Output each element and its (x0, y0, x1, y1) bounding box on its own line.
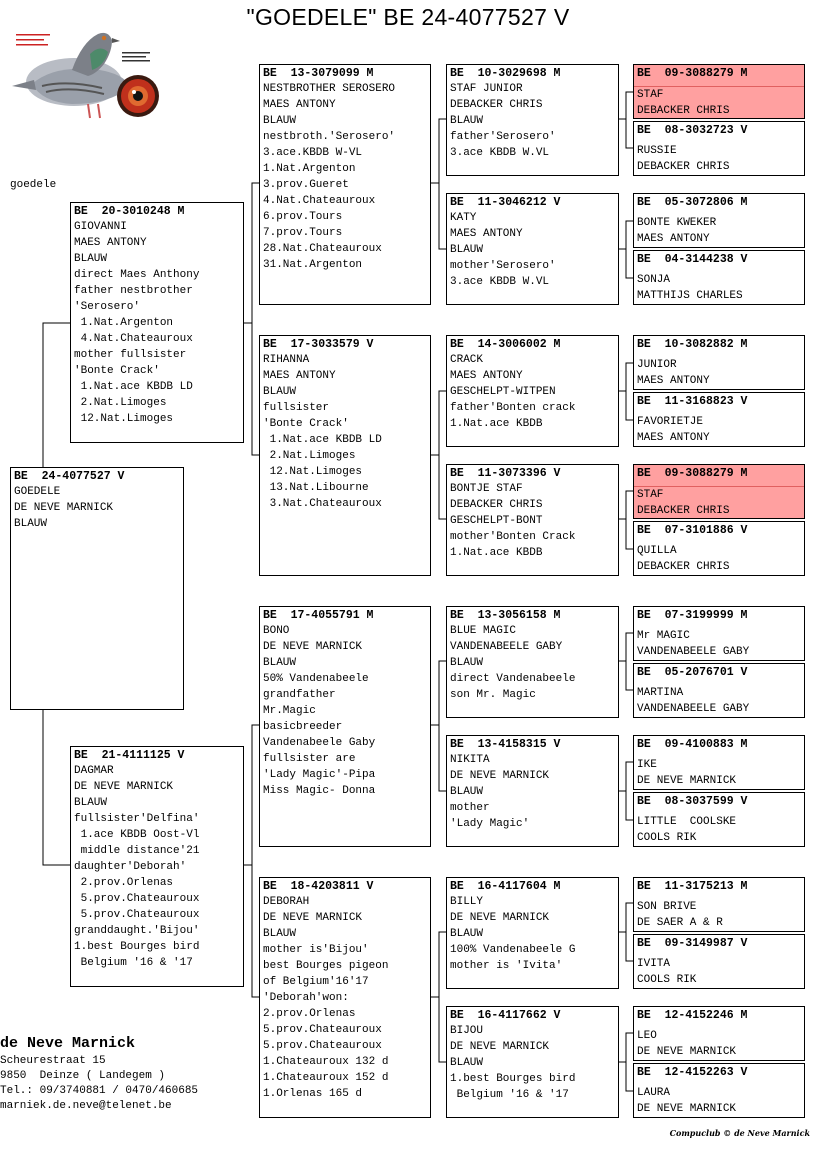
info-line: mother'Bonten Crack (450, 531, 576, 543)
info-line: BLAUW (450, 1057, 484, 1069)
info-line: LITTLE COOLSKE (637, 816, 737, 828)
pigeon-card-gen2-2[interactable] (259, 335, 431, 576)
info-line: DE SAER A & R (637, 917, 723, 929)
ring-number: BE 13-3079099 M (263, 67, 374, 80)
pigeon-name: GOEDELE (14, 486, 61, 498)
info-line: basicbreeder (263, 721, 343, 733)
ring-number: BE 11-3168823 V (637, 395, 748, 408)
info-line: MARTINA (637, 687, 684, 699)
info-line: father nestbrother (74, 285, 193, 297)
pigeon-card-subject[interactable] (10, 467, 184, 710)
info-line: 6.prov.Tours (263, 211, 343, 223)
info-line: 1.Chateauroux 152 d (263, 1072, 389, 1084)
info-line: DEBACKER CHRIS (637, 505, 730, 517)
info-line: 3.Nat.Chateauroux (263, 498, 382, 510)
info-line: Belgium '16 & '17 (450, 1089, 569, 1101)
info-line: GESCHELPT-WITPEN (450, 386, 556, 398)
info-line: BLAUW (450, 657, 484, 669)
info-line: 2.Nat.Limoges (263, 450, 356, 462)
info-line: 31.Nat.Argenton (263, 259, 363, 271)
info-line: BILLY (450, 896, 484, 908)
info-line: BONO (263, 625, 290, 637)
ring-number: BE 08-3037599 V (637, 795, 748, 808)
info-line: mother (450, 802, 490, 814)
pigeon-card-gen3-7[interactable] (446, 877, 619, 989)
page-title: "GOEDELE" BE 24-4077527 V (246, 4, 570, 30)
pigeon-card-gen4-1[interactable] (633, 64, 805, 119)
info-line: 2.Nat.Limoges (74, 397, 167, 409)
info-line: mother is'Bijou' (263, 944, 369, 956)
info-line: 50% Vandenabeele (263, 673, 369, 685)
ring-number: BE 11-3175213 M (637, 880, 748, 893)
ring-number: BE 04-3144238 V (637, 253, 748, 266)
info-line: DEBACKER CHRIS (637, 161, 730, 173)
info-line: son Mr. Magic (450, 689, 536, 701)
info-line: DE NEVE MARNICK (450, 1041, 550, 1053)
info-line: 100% Vandenabeele G (450, 944, 576, 956)
info-line: BLAUW (450, 115, 484, 127)
info-line: MAES ANTONY (637, 375, 710, 387)
copyright-credit: Compuclub © de Neve Marnick (669, 1128, 810, 1138)
info-line: fullsister are (263, 753, 356, 765)
info-line: Mr.Magic (263, 705, 316, 717)
info-line: father'Serosero' (450, 131, 556, 143)
info-line: MAES ANTONY (74, 237, 147, 249)
info-line: 3.ace.KBDB W-VL (263, 147, 363, 159)
ring-number: BE 09-3088279 M (634, 65, 804, 87)
pigeon-card-gen4-4[interactable] (633, 250, 805, 305)
info-line: 5.prov.Chateauroux (74, 893, 200, 905)
info-line: GIOVANNI (74, 221, 127, 233)
info-line: BIJOU (450, 1025, 484, 1037)
info-line: BLAUW (450, 928, 484, 940)
info-line: DEBACKER CHRIS (450, 99, 543, 111)
info-line: nestbroth.'Serosero' (263, 131, 396, 143)
info-line: 'Serosero' (74, 301, 141, 313)
info-line: MAES ANTONY (263, 99, 336, 111)
pigeon-card-gen4-7[interactable] (633, 464, 805, 519)
info-line: DE NEVE MARNICK (450, 912, 550, 924)
pigeon-card-gen4-9[interactable] (633, 606, 805, 661)
info-line: SONJA (637, 274, 671, 286)
info-line: 5.prov.Chateauroux (263, 1040, 382, 1052)
info-line: DEBACKER CHRIS (450, 499, 543, 511)
info-line: MAES ANTONY (450, 228, 523, 240)
info-line: DEBORAH (263, 896, 310, 908)
info-line: BLAUW (74, 253, 108, 265)
info-line: VANDENABEELE GABY (450, 641, 563, 653)
ring-number: BE 24-4077527 V (14, 470, 125, 483)
info-line: 1.Chateauroux 132 d (263, 1056, 389, 1068)
owner-block (0, 1034, 198, 1114)
ring-number: BE 20-3010248 M (74, 205, 185, 218)
info-line: 3.prov.Gueret (263, 179, 349, 191)
info-line: QUILLA (637, 545, 677, 557)
pigeon-card-mother[interactable] (70, 746, 244, 987)
owner-name: de Neve Marnick (0, 1035, 136, 1052)
info-line: direct Vandenabeele (450, 673, 576, 685)
info-line: 12.Nat.Limoges (263, 466, 363, 478)
info-line: DEBACKER CHRIS (637, 105, 730, 117)
ring-number: BE 12-4152246 M (637, 1009, 748, 1022)
pigeon-card-gen3-8[interactable] (446, 1006, 619, 1118)
ring-number: BE 17-3033579 V (263, 338, 374, 351)
info-line: 1.best Bourges bird (74, 941, 200, 953)
info-line: DE NEVE MARNICK (637, 1046, 737, 1058)
ring-number: BE 09-4100883 M (637, 738, 748, 751)
pigeon-card-gen4-10[interactable] (633, 663, 805, 718)
info-line: 2.prov.Orlenas (74, 877, 174, 889)
owner-phone: Tel.: 09/3740881 / 0470/460685 (0, 1085, 199, 1097)
info-line: 'Deborah'won: (263, 992, 349, 1004)
info-line: SON BRIVE (637, 901, 697, 913)
info-line: LAURA (637, 1087, 671, 1099)
info-line: best Bourges pigeon (263, 960, 389, 972)
info-line: KATY (450, 212, 477, 224)
color: BLAUW (14, 518, 48, 530)
pigeon-card-gen4-3[interactable] (633, 193, 805, 248)
info-line: FAVORIETJE (637, 416, 704, 428)
info-line: Belgium '16 & '17 (74, 957, 193, 969)
info-line: 2.prov.Orlenas (263, 1008, 356, 1020)
info-line: MAES ANTONY (637, 432, 710, 444)
info-line: BLAUW (450, 244, 484, 256)
info-line: 5.prov.Chateauroux (263, 1024, 382, 1036)
info-line: RIHANNA (263, 354, 310, 366)
info-line: BONTE KWEKER (637, 217, 717, 229)
pigeon-card-gen4-14[interactable] (633, 934, 805, 989)
ring-number: BE 10-3029698 M (450, 67, 561, 80)
ring-number: BE 05-2076701 V (637, 666, 748, 679)
info-line: STAF (637, 489, 664, 501)
info-line: 1.Nat.ace KBDB (450, 418, 543, 430)
info-line: DE NEVE MARNICK (263, 912, 363, 924)
ring-number: BE 09-3149987 V (637, 937, 748, 950)
info-line: 7.prov.Tours (263, 227, 343, 239)
pigeon-card-gen2-4[interactable] (259, 877, 431, 1118)
info-line: daughter'Deborah' (74, 861, 187, 873)
info-line: CRACK (450, 354, 484, 366)
ring-number: BE 17-4055791 M (263, 609, 374, 622)
info-line: fullsister'Delfina' (74, 813, 200, 825)
info-line: BLAUW (263, 657, 297, 669)
info-line: 1.Nat.ace KBDB (450, 547, 543, 559)
info-line: BLAUW (263, 928, 297, 940)
info-line: IVITA (637, 958, 671, 970)
info-line: fullsister (263, 402, 330, 414)
pigeon-card-gen4-13[interactable] (633, 877, 805, 932)
info-line: DE NEVE MARNICK (74, 781, 174, 793)
info-line: 1.Nat.ace KBDB LD (263, 434, 382, 446)
ring-number: BE 14-3006002 M (450, 338, 561, 351)
info-line: COOLS RIK (637, 974, 697, 986)
ring-number: BE 09-3088279 M (634, 465, 804, 487)
info-line: MAES ANTONY (450, 370, 523, 382)
info-line: of Belgium'16'17 (263, 976, 369, 988)
ring-number: BE 21-4111125 V (74, 749, 185, 762)
info-line: VANDENABEELE GABY (637, 646, 750, 658)
pigeon-card-gen3-3[interactable] (446, 335, 619, 447)
pigeon-card-gen3-6[interactable] (446, 735, 619, 847)
info-line: 1.best Bourges bird (450, 1073, 576, 1085)
info-line: 1.Nat.Argenton (263, 163, 356, 175)
info-line: 3.ace KBDB W.VL (450, 276, 550, 288)
pigeon-card-gen4-2[interactable] (633, 121, 805, 176)
info-line: VANDENABEELE GABY (637, 703, 750, 715)
info-line: NIKITA (450, 754, 490, 766)
pigeon-card-gen3-1[interactable] (446, 64, 619, 176)
info-line: 12.Nat.Limoges (74, 413, 174, 425)
ring-number: BE 07-3199999 M (637, 609, 748, 622)
pigeon-card-gen3-5[interactable] (446, 606, 619, 718)
info-line: 5.prov.Chateauroux (74, 909, 200, 921)
info-line: BLAUW (263, 386, 297, 398)
info-line: 3.ace KBDB W.VL (450, 147, 550, 159)
info-line: grandfather (263, 689, 336, 701)
pigeon-card-father[interactable] (70, 202, 244, 443)
ring-number: BE 08-3032723 V (637, 124, 748, 137)
ring-number: BE 13-3056158 M (450, 609, 561, 622)
pigeon-card-gen4-11[interactable] (633, 735, 805, 790)
info-line: IKE (637, 759, 657, 771)
ring-number: BE 18-4203811 V (263, 880, 374, 893)
info-line: NESTBROTHER SEROSERO (263, 83, 396, 95)
info-line: Mr MAGIC (637, 630, 690, 642)
pigeon-card-gen4-15[interactable] (633, 1006, 805, 1061)
info-line: 1.ace KBDB Oost-Vl (74, 829, 200, 841)
photo-label: goedele (10, 179, 57, 191)
ring-number: BE 16-4117604 M (450, 880, 561, 893)
info-line: Miss Magic- Donna (263, 785, 376, 797)
ring-number: BE 05-3072806 M (637, 196, 748, 209)
pigeon-card-gen4-8[interactable] (633, 521, 805, 576)
pigeon-card-gen4-16[interactable] (633, 1063, 805, 1118)
info-line: DEBACKER CHRIS (637, 561, 730, 573)
info-line: Vandenabeele Gaby (263, 737, 376, 749)
ring-number: BE 11-3073396 V (450, 467, 561, 480)
owner-city: 9850 Deinze ( Landegem ) (0, 1070, 166, 1082)
info-line: mother fullsister (74, 349, 187, 361)
info-line: granddaught.'Bijou' (74, 925, 200, 937)
info-line: 28.Nat.Chateauroux (263, 243, 382, 255)
info-line: LEO (637, 1030, 657, 1042)
info-line: 'Lady Magic'-Pipa (263, 769, 376, 781)
info-line: 'Bonte Crack' (74, 365, 160, 377)
info-line: middle distance'21 (74, 845, 200, 857)
info-line: BLAUW (74, 797, 108, 809)
info-line: GESCHELPT-BONT (450, 515, 543, 527)
ring-number: BE 12-4152263 V (637, 1066, 748, 1079)
info-line: BONTJE STAF (450, 483, 523, 495)
ring-number: BE 16-4117662 V (450, 1009, 561, 1022)
info-line: 1.Nat.Argenton (74, 317, 174, 329)
pigeon-card-gen4-12[interactable] (633, 792, 805, 847)
info-line: father'Bonten crack (450, 402, 576, 414)
info-line: BLAUW (263, 115, 297, 127)
ring-number: BE 13-4158315 V (450, 738, 561, 751)
pigeon-card-gen4-6[interactable] (633, 392, 805, 447)
info-line: direct Maes Anthony (74, 269, 200, 281)
info-line: 'Lady Magic' (450, 818, 530, 830)
info-line: JUNIOR (637, 359, 677, 371)
info-line: BLAUW (450, 786, 484, 798)
info-line: DE NEVE MARNICK (450, 770, 550, 782)
info-line: DAGMAR (74, 765, 114, 777)
info-line: DE NEVE MARNICK (637, 775, 737, 787)
pigeon-card-gen4-5[interactable] (633, 335, 805, 390)
info-line: MAES ANTONY (263, 370, 336, 382)
pigeon-card-gen2-3[interactable] (259, 606, 431, 847)
info-line: DE NEVE MARNICK (263, 641, 363, 653)
info-line: mother'Serosero' (450, 260, 556, 272)
info-line: 1.Orlenas 165 d (263, 1088, 363, 1100)
info-line: 4.Nat.Chateauroux (263, 195, 376, 207)
pigeon-card-gen3-2[interactable] (446, 193, 619, 305)
info-line: STAF (637, 89, 664, 101)
info-line: COOLS RIK (637, 832, 697, 844)
pigeon-card-gen3-4[interactable] (446, 464, 619, 576)
info-line: mother is 'Ivita' (450, 960, 563, 972)
info-line: MAES ANTONY (637, 233, 710, 245)
info-line: 4.Nat.Chateauroux (74, 333, 193, 345)
breeder: DE NEVE MARNICK (14, 502, 114, 514)
owner-email[interactable]: marniek.de.neve@telenet.be (0, 1100, 172, 1112)
info-line: DE NEVE MARNICK (637, 1103, 737, 1115)
ring-number: BE 10-3082882 M (637, 338, 748, 351)
info-line: 13.Nat.Libourne (263, 482, 369, 494)
owner-street: Scheurestraat 15 (0, 1055, 106, 1067)
info-line: BLUE MAGIC (450, 625, 517, 637)
info-line: 'Bonte Crack' (263, 418, 349, 430)
info-line: STAF JUNIOR (450, 83, 523, 95)
pigeon-card-gen2-1[interactable] (259, 64, 431, 305)
ring-number: BE 07-3101886 V (637, 524, 748, 537)
info-line: RUSSIE (637, 145, 677, 157)
info-line: MATTHIJS CHARLES (637, 290, 743, 302)
info-line: 1.Nat.ace KBDB LD (74, 381, 193, 393)
ring-number: BE 11-3046212 V (450, 196, 561, 209)
